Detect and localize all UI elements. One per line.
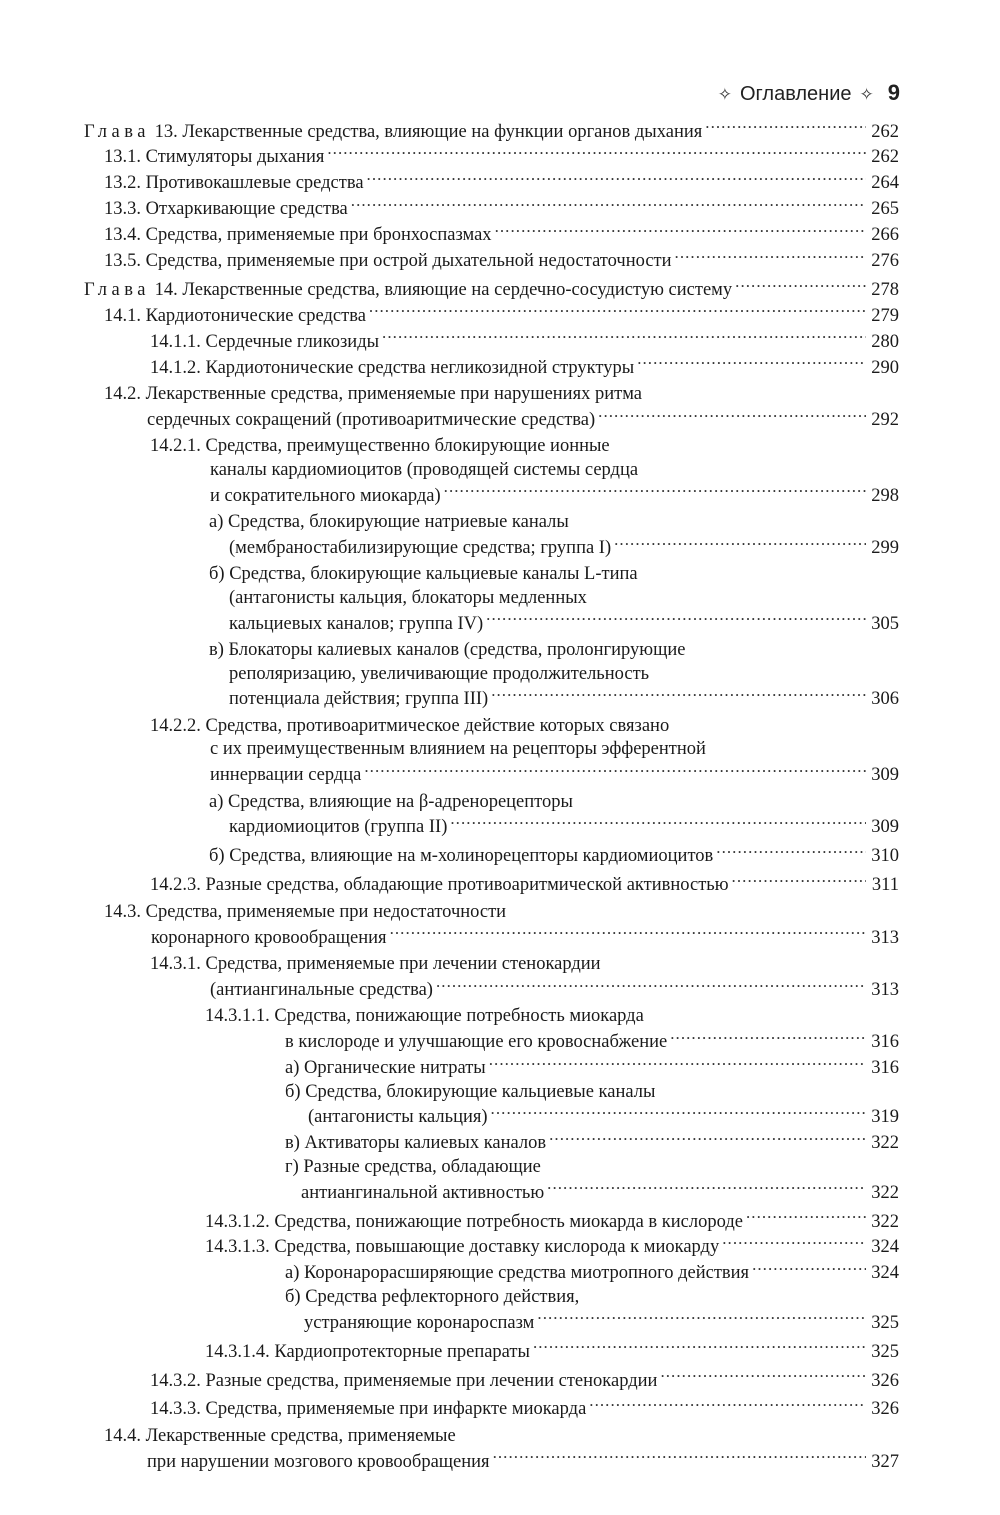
entry-title-line: (антагонисты кальция, блокаторы медленных <box>229 587 587 608</box>
toc-entry[interactable] <box>84 901 899 950</box>
dot-leader <box>450 814 866 833</box>
page-number: 9 <box>887 80 900 105</box>
dot-leader <box>752 1260 866 1279</box>
entry-title-line: 14.3.1.1. Средства, понижающие потребность миокарда <box>205 1006 644 1027</box>
toc-entry[interactable] <box>84 328 899 354</box>
dot-leader <box>351 196 866 215</box>
entry-page: 262 <box>871 121 899 142</box>
entry-page: 278 <box>871 279 899 300</box>
chapter-label: Глава <box>84 121 150 142</box>
entry-page: 309 <box>871 817 899 838</box>
entry-title: кальциевых каналов; группа IV) <box>229 613 484 634</box>
entry-title-line: реполяризацию, увеличивающие продолжительность <box>229 663 650 684</box>
dot-leader <box>746 1208 866 1227</box>
entry-title-line: г) Разные средства, обладающие <box>285 1156 541 1177</box>
dot-leader <box>369 302 866 321</box>
entry-page: 322 <box>871 1182 899 1203</box>
toc-entry[interactable] <box>84 715 899 788</box>
entry-title: в кислороде и улучшающие его кровоснабжение <box>285 1032 668 1053</box>
dot-leader <box>589 1396 866 1415</box>
toc-entry[interactable] <box>84 383 899 432</box>
entry-title: 14.1.2. Кардиотонические средства негликозидной структуры <box>150 357 635 378</box>
entry-title: коронарного кровообращения <box>151 927 387 948</box>
entry-page: 306 <box>871 689 899 710</box>
running-head-title: Оглавление <box>739 83 852 105</box>
entry-page: 316 <box>871 1058 899 1079</box>
entry-title-line: а) Средства, блокирующие натриевые каналы <box>209 512 569 533</box>
entry-title: и сократительного миокарда) <box>210 485 441 506</box>
entry-title: 14.1.1. Сердечные гликозиды <box>150 331 380 352</box>
table-of-contents <box>84 118 899 1474</box>
entry-title-line: с их преимущественным влиянием на рецепторы эфферентной <box>210 739 706 760</box>
entry-title: устраняющие коронароспазм <box>304 1312 535 1333</box>
dot-leader <box>547 1179 866 1198</box>
toc-entry[interactable] <box>84 843 899 869</box>
entry-title: 14.1. Кардиотонические средства <box>104 305 366 326</box>
entry-title: сердечных сокращений (противоаритмические средства) <box>147 409 596 430</box>
entry-page: 276 <box>871 251 899 272</box>
toc-entry[interactable] <box>84 248 899 274</box>
dot-leader <box>722 1234 866 1253</box>
entry-page: 327 <box>871 1451 899 1472</box>
entry-page: 264 <box>871 173 899 194</box>
entry-title: 14.2.3. Разные средства, обладающие противоаритмической активностью <box>150 875 729 896</box>
dot-leader <box>367 170 866 189</box>
toc-entry[interactable] <box>84 953 899 1002</box>
entry-title: 13.1. Стимуляторы дыхания <box>104 147 325 168</box>
toc-entry[interactable] <box>84 1338 899 1364</box>
entry-title-line: в) Блокаторы калиевых каналов (средства, пролонгирующие <box>209 640 686 661</box>
entry-title: 14.3.2. Разные средства, применяемые при лечении стенокардии <box>150 1370 658 1391</box>
entry-page: 326 <box>871 1399 899 1420</box>
entry-page: 313 <box>871 979 899 1000</box>
entry-page: 311 <box>871 875 899 896</box>
entry-page: 325 <box>871 1312 899 1333</box>
entry-title: иннервации сердца <box>210 765 362 786</box>
entry-page: 316 <box>871 1032 899 1053</box>
toc-entry[interactable] <box>84 302 899 328</box>
entry-title: 14.3.3. Средства, применяемые при инфаркте миокарда <box>150 1399 587 1420</box>
entry-title: 14.3.1.3. Средства, повышающие доставку кислорода к миокарду <box>205 1237 720 1258</box>
dot-leader <box>675 248 866 267</box>
entry-title: потенциала действия; группа III) <box>229 689 489 710</box>
toc-entry[interactable] <box>84 511 899 560</box>
entry-page: 290 <box>871 357 899 378</box>
entry-title: 14.3.1.4. Кардиопротекторные препараты <box>205 1341 530 1362</box>
entry-title: а) Коронарорасширяющие средства миотропного действия <box>285 1263 750 1284</box>
entry-page: 322 <box>871 1133 899 1154</box>
dot-leader <box>705 118 866 137</box>
entry-page: 324 <box>871 1263 899 1284</box>
entry-page: 325 <box>871 1341 899 1362</box>
dot-leader <box>670 1029 866 1048</box>
dot-leader <box>491 686 866 705</box>
toc-entry[interactable] <box>84 1130 899 1156</box>
entry-page: 279 <box>871 305 899 326</box>
dot-leader <box>660 1367 866 1386</box>
dot-leader <box>495 222 866 241</box>
entry-title-line: 14.4. Лекарственные средства, применяемые <box>104 1425 456 1446</box>
running-head <box>718 80 900 106</box>
entry-title: (антиангинальные средства) <box>210 979 433 1000</box>
toc-entry[interactable] <box>84 1234 899 1260</box>
dot-leader <box>549 1130 866 1149</box>
entry-title: 13.2. Противокашлевые средства <box>104 173 364 194</box>
entry-title: б) Средства, влияющие на м-холинорецепторы кардиомиоцитов <box>209 846 714 867</box>
entry-page: 299 <box>871 538 899 558</box>
entry-page: 319 <box>871 1107 899 1128</box>
entry-page: 298 <box>871 485 899 506</box>
toc-entry[interactable] <box>84 170 899 196</box>
entry-title-line: б) Средства, блокирующие кальциевые каналы <box>285 1081 656 1102</box>
entry-title: (мембраностабилизирующие средства; группа I) <box>229 538 612 558</box>
dot-leader <box>436 976 866 995</box>
entry-title: антиангинальной активностью <box>301 1182 545 1203</box>
entry-title-line: б) Средства рефлекторного действия, <box>285 1286 580 1307</box>
toc-entry[interactable] <box>84 1260 899 1286</box>
entry-title: кардиомиоцитов (группа II) <box>229 817 448 838</box>
entry-title-line: а) Средства, влияющие на β-адренорецепторы <box>209 791 573 812</box>
dot-leader <box>493 1448 866 1467</box>
entry-title: 13.5. Средства, применяемые при острой дыхательной недостаточности <box>104 251 672 272</box>
entry-title-line: 14.2. Лекарственные средства, применяемые при нарушениях ритма <box>104 384 642 405</box>
dot-leader <box>598 406 866 425</box>
entry-title: 14. Лекарственные средства, влияющие на сердечно-сосудистую систему <box>154 279 733 300</box>
diamond-ornament-icon: ✧ <box>717 85 732 104</box>
entry-title: при нарушении мозгового кровообращения <box>147 1451 490 1472</box>
entry-page: 266 <box>871 225 899 246</box>
entry-page: 265 <box>871 199 899 220</box>
toc-entry[interactable] <box>84 1425 899 1474</box>
toc-entry[interactable] <box>84 791 899 840</box>
chapter-label: Глава <box>84 279 150 300</box>
entry-page: 324 <box>871 1237 899 1258</box>
entry-page: 292 <box>871 409 899 430</box>
toc-entry[interactable] <box>84 639 899 712</box>
toc-entry[interactable] <box>84 222 899 248</box>
toc-entry[interactable] <box>84 1367 899 1393</box>
toc-entry[interactable] <box>84 1005 899 1054</box>
toc-entry-chapter[interactable] <box>84 118 899 144</box>
entry-title: в) Активаторы калиевых каналов <box>285 1133 547 1154</box>
dot-leader <box>735 276 866 295</box>
toc-entry-chapter[interactable] <box>84 276 899 302</box>
dot-leader <box>444 482 866 501</box>
entry-title-line: каналы кардиомиоцитов (проводящей системы сердца <box>210 459 639 480</box>
dot-leader <box>637 354 866 373</box>
entry-title: а) Органические нитраты <box>285 1058 486 1079</box>
entry-title-line: 14.3. Средства, применяемые при недостаточности <box>104 901 507 922</box>
dot-leader <box>390 924 866 943</box>
toc-entry[interactable] <box>84 1286 899 1335</box>
entry-title: (антагонисты кальция) <box>308 1107 488 1128</box>
dot-leader <box>614 535 866 554</box>
toc-entry[interactable] <box>84 1396 899 1422</box>
entry-title-line: 14.2.1. Средства, преимущественно блокирующие ионные <box>150 436 610 457</box>
dot-leader <box>491 1104 866 1123</box>
toc-entry[interactable] <box>84 1081 899 1130</box>
dot-leader <box>382 328 866 347</box>
toc-entry[interactable] <box>84 1156 899 1205</box>
dot-leader <box>537 1309 866 1328</box>
entry-page: 305 <box>871 613 899 634</box>
toc-entry[interactable] <box>84 1055 899 1081</box>
dot-leader <box>327 144 866 163</box>
toc-entry[interactable] <box>84 196 899 222</box>
entry-page: 326 <box>871 1370 899 1391</box>
entry-page: 262 <box>871 147 899 168</box>
dot-leader <box>489 1055 866 1074</box>
toc-entry[interactable] <box>84 435 899 508</box>
entry-page: 322 <box>871 1211 899 1232</box>
entry-page: 280 <box>871 331 899 352</box>
entry-title-line: б) Средства, блокирующие кальциевые каналы L-типа <box>209 564 638 585</box>
toc-entry[interactable] <box>84 1208 899 1234</box>
dot-leader <box>486 610 866 629</box>
dot-leader <box>716 843 866 862</box>
diamond-ornament-icon: ✧ <box>859 85 874 104</box>
toc-entry[interactable] <box>84 872 899 898</box>
entry-page: 313 <box>871 927 899 948</box>
entry-title-line: 14.2.2. Средства, противоаритмическое действие которых связано <box>150 715 670 736</box>
entry-title: 13.4. Средства, применяемые при бронхоспазмах <box>104 225 492 246</box>
toc-entry[interactable] <box>84 144 899 170</box>
dot-leader <box>732 872 866 891</box>
dot-leader <box>364 762 866 781</box>
entry-page: 309 <box>871 765 899 786</box>
entry-title: 14.3.1.2. Средства, понижающие потребность миокарда в кислороде <box>205 1211 743 1232</box>
dot-leader <box>533 1338 866 1357</box>
entry-page: 310 <box>871 846 899 867</box>
toc-entry[interactable] <box>84 354 899 380</box>
entry-title-line: 14.3.1. Средства, применяемые при лечении стенокардии <box>150 954 601 974</box>
entry-title: 13. Лекарственные средства, влияющие на функции органов дыхания <box>154 121 703 142</box>
entry-title: 13.3. Отхаркивающие средства <box>104 199 348 220</box>
toc-entry[interactable] <box>84 563 899 636</box>
